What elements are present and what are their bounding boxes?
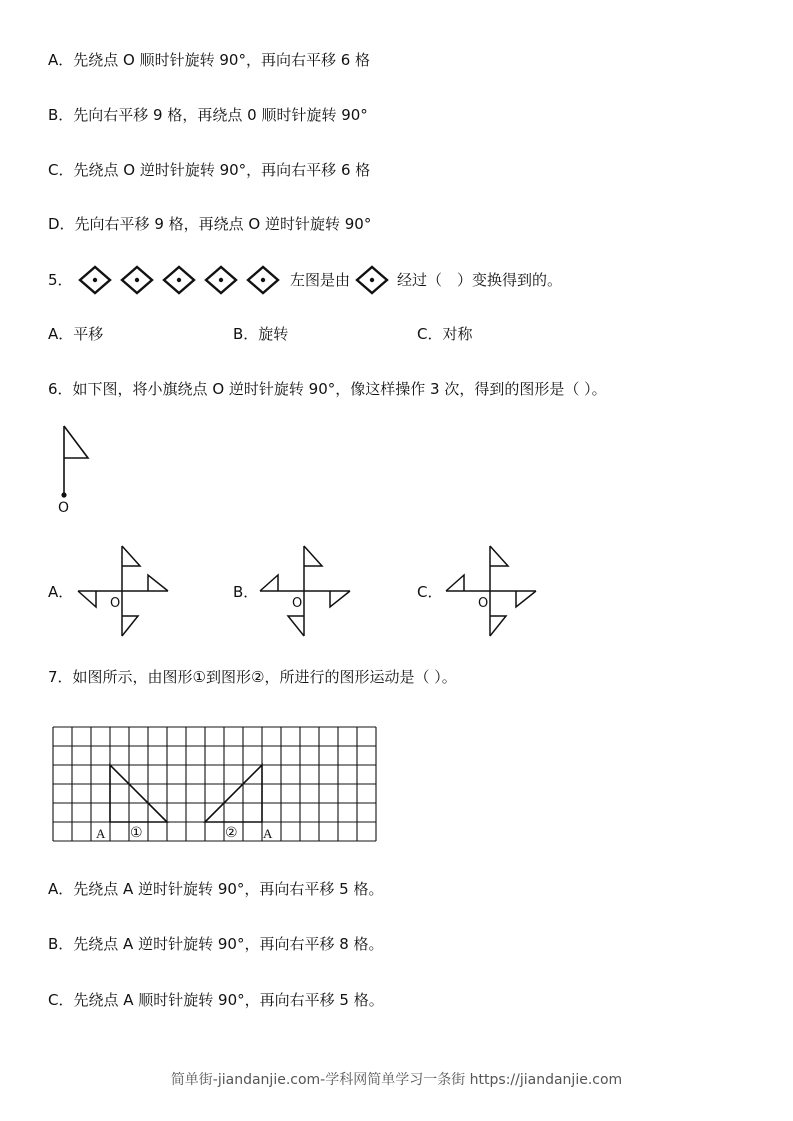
q7-label-a1: A	[96, 826, 106, 841]
q7-label-fig1: ①	[130, 825, 143, 841]
triangle-figure-2	[205, 765, 262, 822]
q7-label-a2: A	[263, 826, 273, 841]
q7-stem: 7．如图所示，由图形①到图形②，所进行的图形运动是（ ）。	[48, 668, 457, 686]
q6-option-a-point: O	[110, 596, 121, 611]
q7-option-b: B．先绕点 A 逆时针旋转 90°，再向右平移 8 格。	[48, 935, 384, 953]
q4-option-b: B．先向右平移 9 格，再绕点 0 顺时针旋转 90°	[48, 106, 368, 124]
q6-option-b-point: O	[292, 596, 303, 611]
q6-option-b-label: B．	[233, 583, 259, 601]
q5-diamond-row	[78, 264, 284, 296]
q5-number: 5．	[48, 271, 73, 289]
q6-point-label: O	[58, 500, 70, 516]
q5-text-end: 经过（ ）变换得到的。	[397, 271, 563, 289]
q6-option-c-point: O	[478, 596, 489, 611]
q5-option-b: B．旋转	[233, 325, 289, 343]
q6-flag-figure	[55, 424, 95, 504]
q6-option-b-figure	[260, 544, 352, 636]
q6-option-c-label: C．	[417, 583, 443, 601]
q7-option-c: C．先绕点 A 顺时针旋转 90°，再向右平移 5 格。	[48, 991, 384, 1009]
triangle-figure-1	[110, 765, 167, 822]
q4-option-c: C．先绕点 O 逆时针旋转 90°，再向右平移 6 格	[48, 161, 371, 179]
q5-single-diamond	[355, 264, 391, 296]
q5-option-c: C．对称	[417, 325, 473, 343]
q6-stem: 6．如下图，将小旗绕点 O 逆时针旋转 90°，像这样操作 3 次，得到的图形是（ ）。	[48, 380, 607, 398]
q7-option-a: A．先绕点 A 逆时针旋转 90°，再向右平移 5 格。	[48, 880, 384, 898]
q6-option-a-figure	[78, 544, 170, 636]
q6-option-a-label: A．	[48, 583, 74, 601]
q4-option-a: A．先绕点 O 顺时针旋转 90°，再向右平移 6 格	[48, 51, 371, 69]
q7-label-fig2: ②	[225, 825, 238, 841]
q5-option-a: A．平移	[48, 325, 104, 343]
q4-option-d: D．先向右平移 9 格，再绕点 O 逆时针旋转 90°	[48, 215, 372, 233]
footer-watermark: 简单街-jiandanjie.com-学科网简单学习一条街 https://jiandanjie.com	[170, 1072, 623, 1088]
q6-option-c-figure	[446, 544, 538, 636]
q5-text-mid: 左图是由	[290, 271, 351, 289]
